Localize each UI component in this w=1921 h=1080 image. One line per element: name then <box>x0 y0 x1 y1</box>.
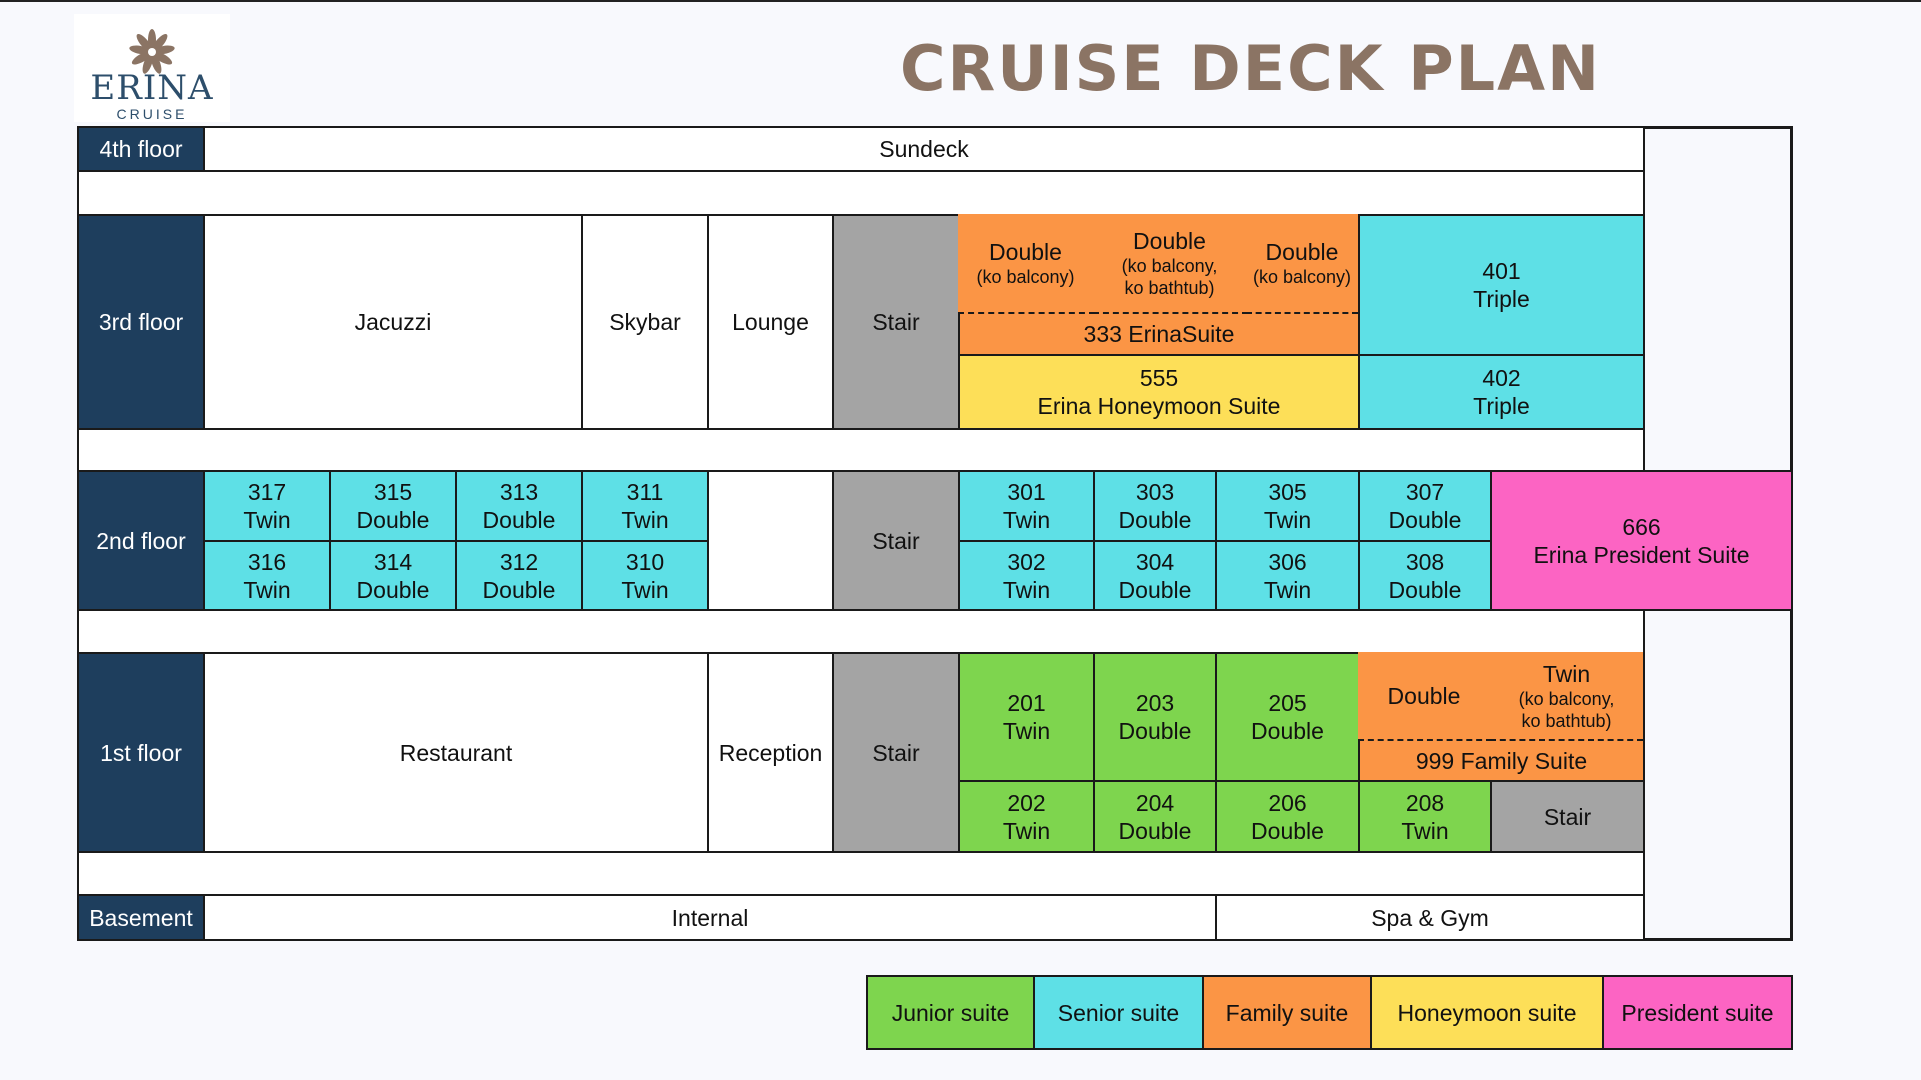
room-302 <box>958 540 1095 611</box>
room-310 <box>581 540 709 611</box>
room-type: Twin <box>1263 576 1312 603</box>
room-number: 202 <box>1007 789 1046 816</box>
room-number: 305 <box>1268 479 1307 505</box>
stair-1st-right: Stair <box>1490 780 1645 853</box>
room-number: 204 <box>1135 789 1175 816</box>
legend-family-suite: Family suite <box>1202 975 1372 1050</box>
gap-row <box>77 170 1645 216</box>
logo-name: ERINA <box>90 68 214 108</box>
suite-333-room-left <box>958 214 1095 314</box>
lounge: Lounge <box>707 214 834 430</box>
room-number: 302 <box>1007 548 1046 575</box>
room-type: Twin <box>621 507 669 533</box>
room-312 <box>455 540 583 611</box>
room-number: 308 <box>1405 548 1445 575</box>
suite-999-room-right <box>1490 652 1643 741</box>
room-number: 402 <box>1482 365 1521 391</box>
room-number: 666 <box>1622 513 1661 540</box>
jacuzzi: Jacuzzi <box>203 214 583 430</box>
room-number: 208 <box>1405 789 1445 816</box>
room-type: Twin <box>1401 817 1449 844</box>
room-203 <box>1093 652 1217 782</box>
suite-999-room-left: Double <box>1358 652 1492 741</box>
room-401 <box>1358 214 1645 356</box>
room-type: Double <box>1133 228 1206 254</box>
room-type: Twin <box>1002 507 1051 533</box>
internal-area: Internal <box>203 894 1217 941</box>
room-number: 311 <box>626 479 664 505</box>
room-type: Double <box>1118 718 1192 744</box>
room-note: (ko balcony) <box>1252 267 1352 287</box>
room-type: Double <box>482 507 556 533</box>
room-type: Double <box>1118 507 1192 533</box>
room-number: 316 <box>247 548 287 575</box>
room-206 <box>1215 780 1360 853</box>
room-number: 201 <box>1007 690 1046 716</box>
room-304 <box>1093 540 1217 611</box>
sundeck: Sundeck <box>203 126 1645 172</box>
room-317 <box>203 470 331 542</box>
room-note: (ko balcony, <box>1121 256 1218 276</box>
room-number: 304 <box>1135 548 1175 575</box>
room-311 <box>581 470 709 542</box>
gap-row <box>77 609 1645 654</box>
suite-333-room-mid <box>1093 214 1248 314</box>
spa-gym: Spa & Gym <box>1215 894 1645 941</box>
room-number: 203 <box>1135 690 1175 716</box>
room-number: 312 <box>499 548 539 575</box>
room-205 <box>1215 652 1360 782</box>
room-303 <box>1093 470 1217 542</box>
room-number: 306 <box>1268 548 1307 575</box>
floor-label-3rd: 3rd floor <box>77 214 205 430</box>
room-number: 310 <box>625 548 665 575</box>
room-type: Double <box>989 239 1062 265</box>
room-note: ko bathtub) <box>1521 710 1612 731</box>
room-type: Twin <box>243 507 291 533</box>
erina-logo <box>74 14 230 122</box>
room-type: Triple <box>1473 393 1530 419</box>
room-307 <box>1358 470 1492 542</box>
room-type: Double <box>356 576 430 603</box>
room-type: Twin <box>1263 507 1312 533</box>
room-type: Twin <box>243 576 291 603</box>
top-border-line <box>0 0 1921 2</box>
room-313 <box>455 470 583 542</box>
room-type: Twin <box>1002 817 1051 844</box>
suite-999-name: 999 Family Suite <box>1360 741 1643 780</box>
room-number: 206 <box>1268 789 1307 816</box>
page-title: CRUISE DECK PLAN <box>900 32 1602 105</box>
room-number: 317 <box>247 479 287 505</box>
floor-label-2nd: 2nd floor <box>77 470 205 611</box>
reception: Reception <box>707 652 834 853</box>
room-301 <box>958 470 1095 542</box>
room-204 <box>1093 780 1217 853</box>
room-208 <box>1358 780 1492 853</box>
room-type: Double <box>356 507 430 533</box>
skybar: Skybar <box>581 214 709 430</box>
legend-senior-suite: Senior suite <box>1033 975 1204 1050</box>
room-type: Double <box>1118 576 1192 603</box>
room-305 <box>1215 470 1360 542</box>
room-name: Erina Honeymoon Suite <box>1037 393 1281 419</box>
room-type: Twin <box>1542 660 1591 687</box>
room-type: Double <box>1118 817 1192 844</box>
room-note: ko bathtub) <box>1124 278 1215 298</box>
room-306 <box>1215 540 1360 611</box>
legend-junior-suite: Junior suite <box>866 975 1035 1050</box>
room-type: Double <box>1388 507 1462 533</box>
room-number: 205 <box>1268 690 1307 716</box>
room-number: 303 <box>1135 479 1175 505</box>
room-number: 313 <box>499 479 539 505</box>
stair-3rd: Stair <box>832 214 960 430</box>
room-number: 401 <box>1482 258 1521 284</box>
empty-space-2nd <box>707 470 834 611</box>
gap-row <box>77 428 1645 472</box>
room-type: Double <box>1265 239 1339 265</box>
room-type: Double <box>482 576 556 603</box>
stair-2nd: Stair <box>832 470 960 611</box>
legend-honeymoon-suite: Honeymoon suite <box>1370 975 1604 1050</box>
room-555 <box>958 354 1360 430</box>
floor-label-basement: Basement <box>77 894 205 941</box>
legend-president-suite: President suite <box>1602 975 1793 1050</box>
gap-row <box>77 851 1645 896</box>
room-number: 315 <box>373 479 413 505</box>
room-316 <box>203 540 331 611</box>
room-number: 314 <box>373 548 413 575</box>
room-315 <box>329 470 457 542</box>
room-201 <box>958 652 1095 782</box>
restaurant: Restaurant <box>203 652 709 853</box>
floor-label-4th: 4th floor <box>77 126 205 172</box>
floor-label-1st: 1st floor <box>77 652 205 853</box>
room-202 <box>958 780 1095 853</box>
room-402 <box>1358 354 1645 430</box>
stair-1st: Stair <box>832 652 960 853</box>
room-number: 301 <box>1007 479 1046 505</box>
room-type: Twin <box>621 576 669 603</box>
room-name: Erina President Suite <box>1533 541 1750 568</box>
room-number: 307 <box>1405 479 1445 505</box>
room-308 <box>1358 540 1492 611</box>
room-number: 555 <box>1139 365 1179 391</box>
room-note: (ko balcony) <box>976 267 1075 287</box>
suite-333-name: 333 ErinaSuite <box>960 314 1358 354</box>
room-type: Triple <box>1473 286 1530 312</box>
room-type: Double <box>1388 576 1462 603</box>
room-type: Twin <box>1002 718 1051 744</box>
room-666 <box>1490 470 1793 611</box>
room-type: Twin <box>1002 576 1051 603</box>
room-note: (ko balcony, <box>1518 688 1615 709</box>
room-314 <box>329 540 457 611</box>
room-type: Double <box>1251 817 1324 844</box>
suite-333-room-right <box>1246 214 1358 314</box>
room-type: Double <box>1251 718 1324 744</box>
logo-subtitle: CRUISE <box>116 106 188 122</box>
